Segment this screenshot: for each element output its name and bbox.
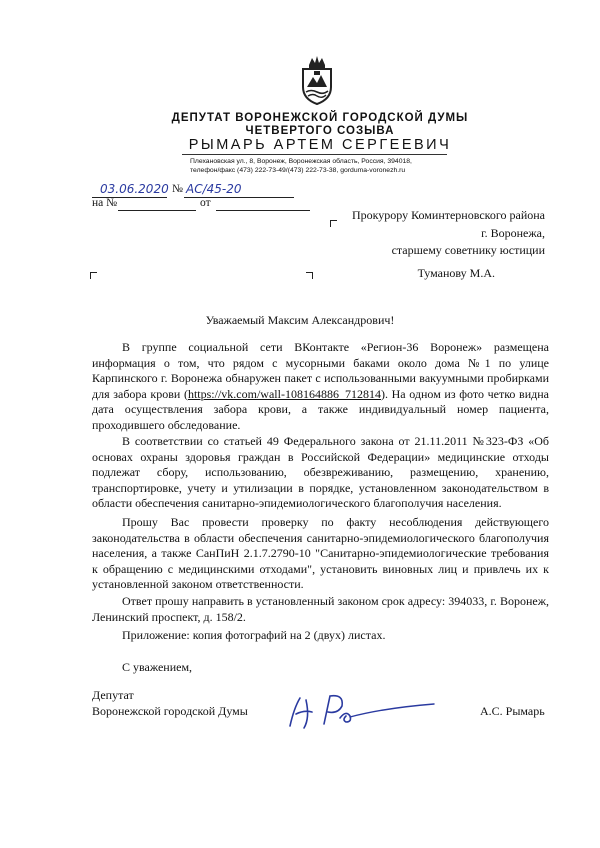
outgoing-date: 03.06.2020 — [100, 182, 169, 196]
signer-title-line-1: Депутат — [92, 688, 134, 702]
signer-name: А.С. Рымарь — [480, 704, 545, 718]
header-divider — [182, 154, 447, 155]
address-corner-right — [306, 272, 313, 279]
outgoing-number-label: № — [172, 183, 183, 195]
recipient-name: Туманову М.А. — [417, 266, 495, 280]
header-contacts: телефон/факс (473) 222-73-49/(473) 222-73-38, gorduma-voronezh.ru — [190, 167, 406, 174]
reply-date-label: от — [200, 197, 211, 209]
handwritten-signature — [284, 690, 444, 730]
recipient-line-3: старшему советнику юстиции — [391, 243, 545, 257]
body-paragraph-2 — [92, 434, 549, 512]
closing-phrase: С уважением, — [122, 660, 193, 674]
reply-to-number-label: на № — [92, 197, 118, 209]
paragraph-2-text: В соответствии со статьей 49 Федерального закона от 21.11.2011 №323-ФЗ «Об основах охраны здоровья граждан в Российской Федерации» медицинские отходы подлежат сбору, использованию, обезвреживанию, размещению, хранению, транспортировке, учету и утилизации в порядке, установленном законодательством в области обеспечения санитарно-эпидемиологического благополучия населения. — [92, 434, 549, 511]
header-convocation: ЧЕТВЕРТОГО СОЗЫВА — [245, 125, 395, 137]
coat-of-arms-icon — [297, 55, 337, 105]
paragraph-4-text: Ответ прошу направить в установленный законом срок адресу: 394033, г. Воронеж, Ленинский проспект, д. 158/2. — [92, 594, 549, 624]
attachment-note: Приложение: копия фотографий на 2 (двух) листах. — [122, 628, 386, 642]
recipient-corner-left — [330, 220, 337, 227]
reply-date-line — [216, 210, 310, 211]
paragraph-3-text: Прошу Вас провести проверку по факту несоблюдения действующего законодательства в области обеспечения санитарно-эпидемиологического благополучия населения, а также СанПиН 2.1.7.2790-10 "Санитарно-эпидемиологические требования к обращению с медицинскими отходами", установить виновных лиц и привлечь их к установленной законом ответственности. — [92, 515, 549, 592]
outgoing-number: АС/45-20 — [186, 182, 242, 196]
header-deputy-name: РЫМАРЬ АРТЕМ СЕРГЕЕВИЧ — [188, 137, 452, 153]
body-paragraph-1 — [92, 340, 549, 434]
body-paragraph-5 — [92, 628, 549, 644]
body-paragraph-4 — [92, 594, 549, 625]
recipient-line-1: Прокурору Коминтерновского района — [351, 208, 545, 222]
header-title: ДЕПУТАТ ВОРОНЕЖСКОЙ ГОРОДСКОЙ ДУМЫ — [171, 112, 469, 124]
paragraph-1-text: В группе социальной сети ВКонтакте «Регион-36 Воронеж» размещена информация о том, что рядом с мусорными баками около дома №1 по улице Карпинского г. Воронежа обнаружен пакет с использованными вакуумными пробирками для забора крови ( — [92, 340, 549, 401]
paragraph-1-text-end: ). На одном из фото четко видна дата осуществления забора крови, а также индивидуальный номер пациента, проходившего обследование. — [92, 386, 550, 432]
vk-post-link[interactable]: https://vk.com/wall-108164886_712814 — [187, 386, 381, 401]
body-paragraph-3 — [92, 515, 549, 593]
greeting: Уважаемый Максим Александрович! — [205, 313, 395, 327]
reply-number-line — [118, 210, 196, 211]
recipient-line-2: г. Воронежа, — [481, 226, 545, 240]
address-corner-left — [90, 272, 97, 279]
signer-title-line-2: Воронежской городской Думы — [92, 704, 248, 718]
header-address: Плехановская ул., 8, Воронеж, Воронежская область, Россия, 394018, — [190, 158, 412, 165]
